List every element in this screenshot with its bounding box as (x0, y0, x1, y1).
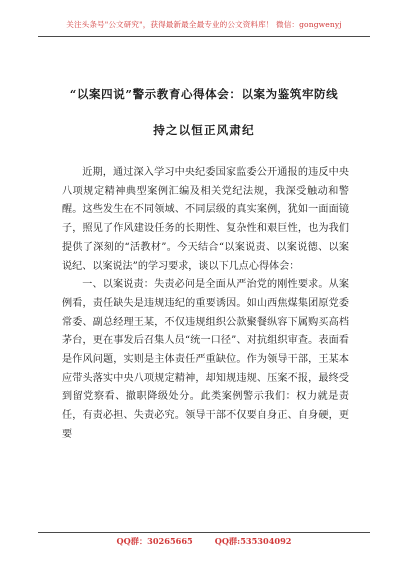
footer-qq-group-1: QQ群：30265665 (116, 536, 193, 546)
footer-qq-group-2: QQ群:535304092 (214, 536, 292, 546)
document-body (62, 164, 349, 445)
paragraph: 近期，通过深入学习中央纪委国家监委公开通报的违反中央八项规定精神典型案例汇编及相关党纪法规，我深受触动和警醒。这些发生在不同领域、不同层级的真实案例，犹如一面面镜子，照见了作风建设任务的长期性、复杂性和艰巨性，也为我们提供了深刻的“活教材”。今天结合“以案说责、以案说德、以案说纪、以案说法”的学习要求，谈以下几点心得体会： (62, 167, 349, 272)
document-subtitle: 持之以恒正风肃纪 (153, 123, 255, 137)
page-header (38, 14, 370, 37)
document-title: “以案四说”警示教育心得体会：以案为鉴筑牢防线 (69, 87, 339, 101)
paragraph: 一、以案说责：失责必问是全面从严治党的刚性要求。从案例看，责任缺失是违规违纪的重要诱因。如山西焦煤集团原党委常委、副总经理王某，不仅违规组织公款聚餐纵容下属购买高档茅台，更在事发后召集人员“统一口径”、对抗组织审查。表面看是作风问题，实则是主体责任严重缺位。作为领导干部，王某本应带头落实中央八项规定精神，却知规违规、压案不报，最终受到留党察看、撤职降级处分。此类案例警示我们：权力就是责任，有责必担、失责必究。领导干部不仅要自身正、自身硬，更要 (62, 279, 349, 440)
page-footer (38, 532, 370, 550)
header-promo-text: 关注头条号"公文研究"，获得最新最全最专业的公文资料库！ 微信：gongwenyj (66, 20, 342, 29)
